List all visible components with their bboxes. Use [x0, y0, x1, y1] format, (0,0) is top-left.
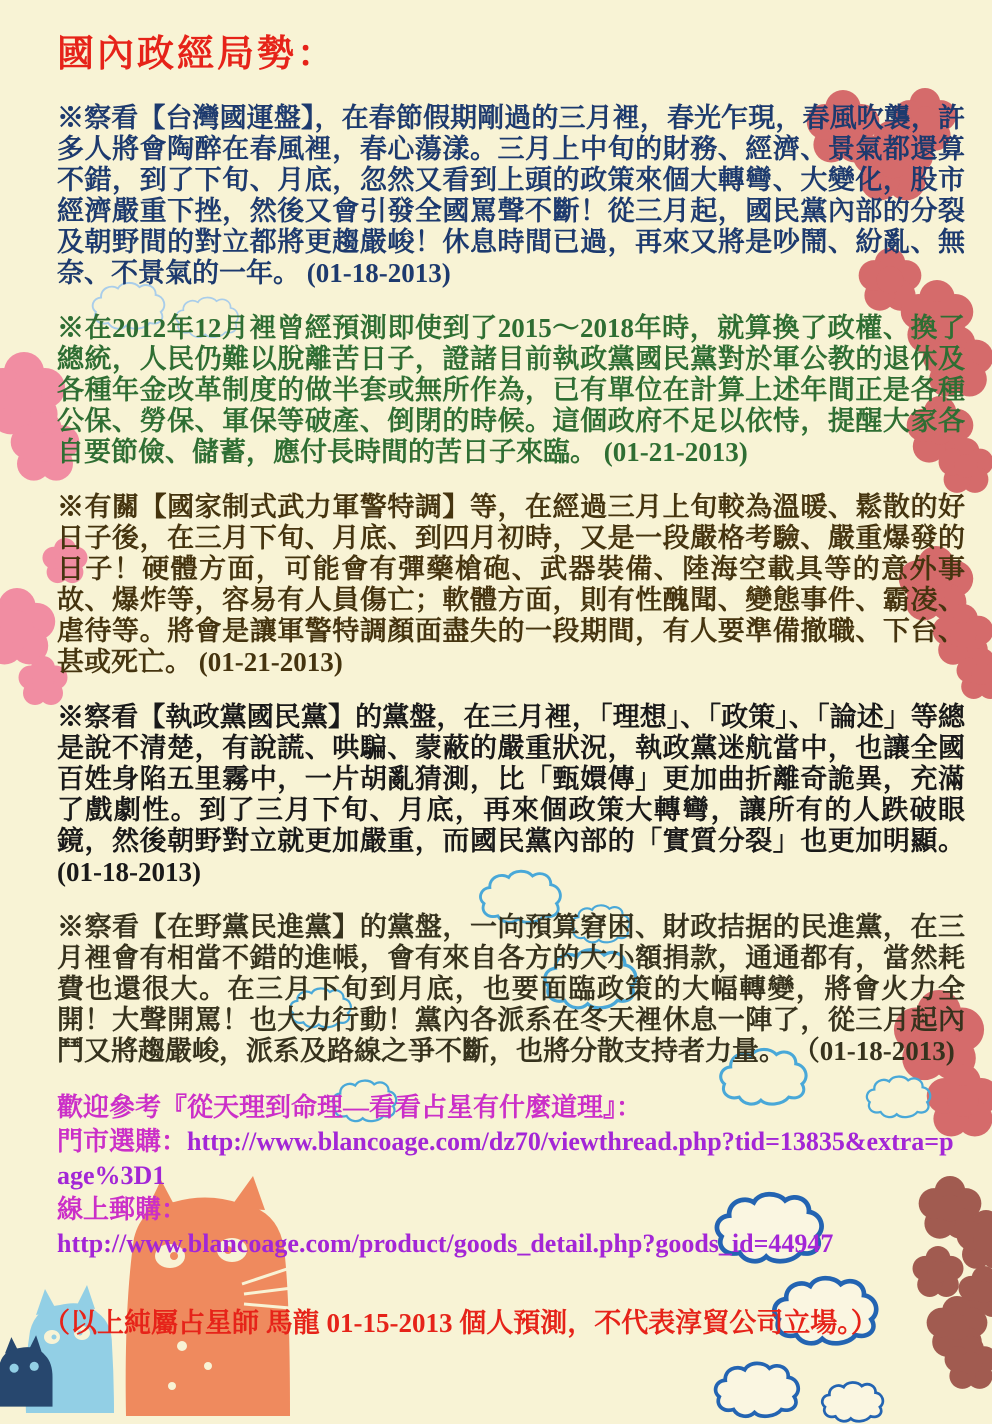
promo-store-line — [57, 1125, 965, 1193]
online-mail-order-link[interactable]: http://www.blancoage.com/product/goods_detail.php?goods_id=44947 — [57, 1228, 834, 1258]
page-title: 國內政經局勢： — [57, 34, 337, 75]
cloud-icon — [818, 1380, 888, 1424]
promo-block — [57, 1091, 965, 1261]
paragraph-opposition-party-dpp: ※察看【在野黨民進黨】的黨盤，一向預算窘困、財政拮据的民進黨，在三月裡會有相當不錯的進帳，會有來自各方的大小額捐款，通通都有，當然耗費也還很大。在三月下旬到月底，也要面臨政策的大幅轉變，將會火力全開！大聲開罵！也大力行動！黨內各派系在冬天裡休息一陣了，從三月起內鬥又將趨嚴峻，派系及路線之爭不斷，也將分散支持者力量。 （01-18-2013) — [57, 911, 965, 1066]
promo-intro: 歡迎參考『從天理到命理—看看占星有什麼道理』： — [57, 1092, 643, 1122]
cat-silhouette-navy — [0, 1330, 58, 1410]
paragraph-military-police-special-investigation: ※有關【國家制式武力軍警特調】等，在經過三月上旬較為溫暖、鬆散的好日子後，在三月下旬、月底、到四月初時，又是一段嚴格考驗、嚴重爆發的日子！硬體方面，可能會有彈藥槍砲、武器裝備、陸海空載具等的意外事故、爆炸等，容易有人員傷亡；軟體方面，則有性醜聞、變態事件、霸凌、虐待等。將會是讓軍警特調顏面盡失的一段期間，有人要準備撤職、下台、甚或死亡。 (01-21-2013) — [57, 491, 965, 677]
cloud-icon — [710, 1360, 805, 1420]
store-purchase-link[interactable]: http://www.blancoage.com/dz70/viewthread.php?tid=13835&extra=page%3D1 — [57, 1126, 954, 1190]
promo-mail-label: 線上郵購： — [57, 1194, 188, 1224]
flower-icon — [944, 1336, 992, 1390]
astrologer-disclaimer: （以上純屬占星師 馬龍 01-15-2013 個人預測，不代表淳貿公司立場。） — [43, 1307, 878, 1338]
paragraph-ruling-party-kmt: ※察看【執政黨國民黨】的黨盤，在三月裡，「理想」、「政策」、「論述」等總是說不清楚，有說謊、哄騙、蒙蔽的嚴重狀況，執政黨迷航當中，也讓全國百姓身陷五里霧中，一片胡亂猜測，比「甄嬛傳」更加曲折離奇詭異，充滿了戲劇性。到了三月下旬、月底，再來個政策大轉彎，讓所有的人跌破眼鏡，然後朝野對立就更加嚴重，而國民黨內部的「實質分裂」也更加明顯。 (01-18-2013) — [57, 701, 965, 887]
paragraph-taiwan-national-chart: ※察看【台灣國運盤】，在春節假期剛過的三月裡，春光乍現，春風吹襲，許多人將會陶醉在春風裡，春心蕩漾。三月上中旬的財務、經濟、景氣都還算不錯，到了下旬、月底，忽然又看到上頭的政策來個大轉彎、大變化，股市經濟嚴重下挫，然後又會引發全國罵聲不斷！從三月起，國民黨內部的分裂及朝野間的對立都將更趨嚴峻！休息時間已過，再來又將是吵鬧、紛亂、無奈、不景氣的一年。 (01-18-2013) — [57, 102, 965, 288]
paragraph-2012-december-prediction: ※在2012年12月裡曾經預測即使到了2015～2018年時，就算換了政權、換了總統，人民仍難以脫離苦日子，證諸目前執政黨國民黨對於軍公教的退休及各種年金改革制度的做半套或無所作為，已有單位在計算上述年間正是各種公保、勞保、軍保等破產、倒閉的時候。這個政府不足以依恃，提醒大家各自要節儉、儲蓄，應付長時間的苦日子來臨。 (01-21-2013) — [57, 312, 965, 467]
promo-store-label: 門市選購： — [57, 1126, 188, 1156]
